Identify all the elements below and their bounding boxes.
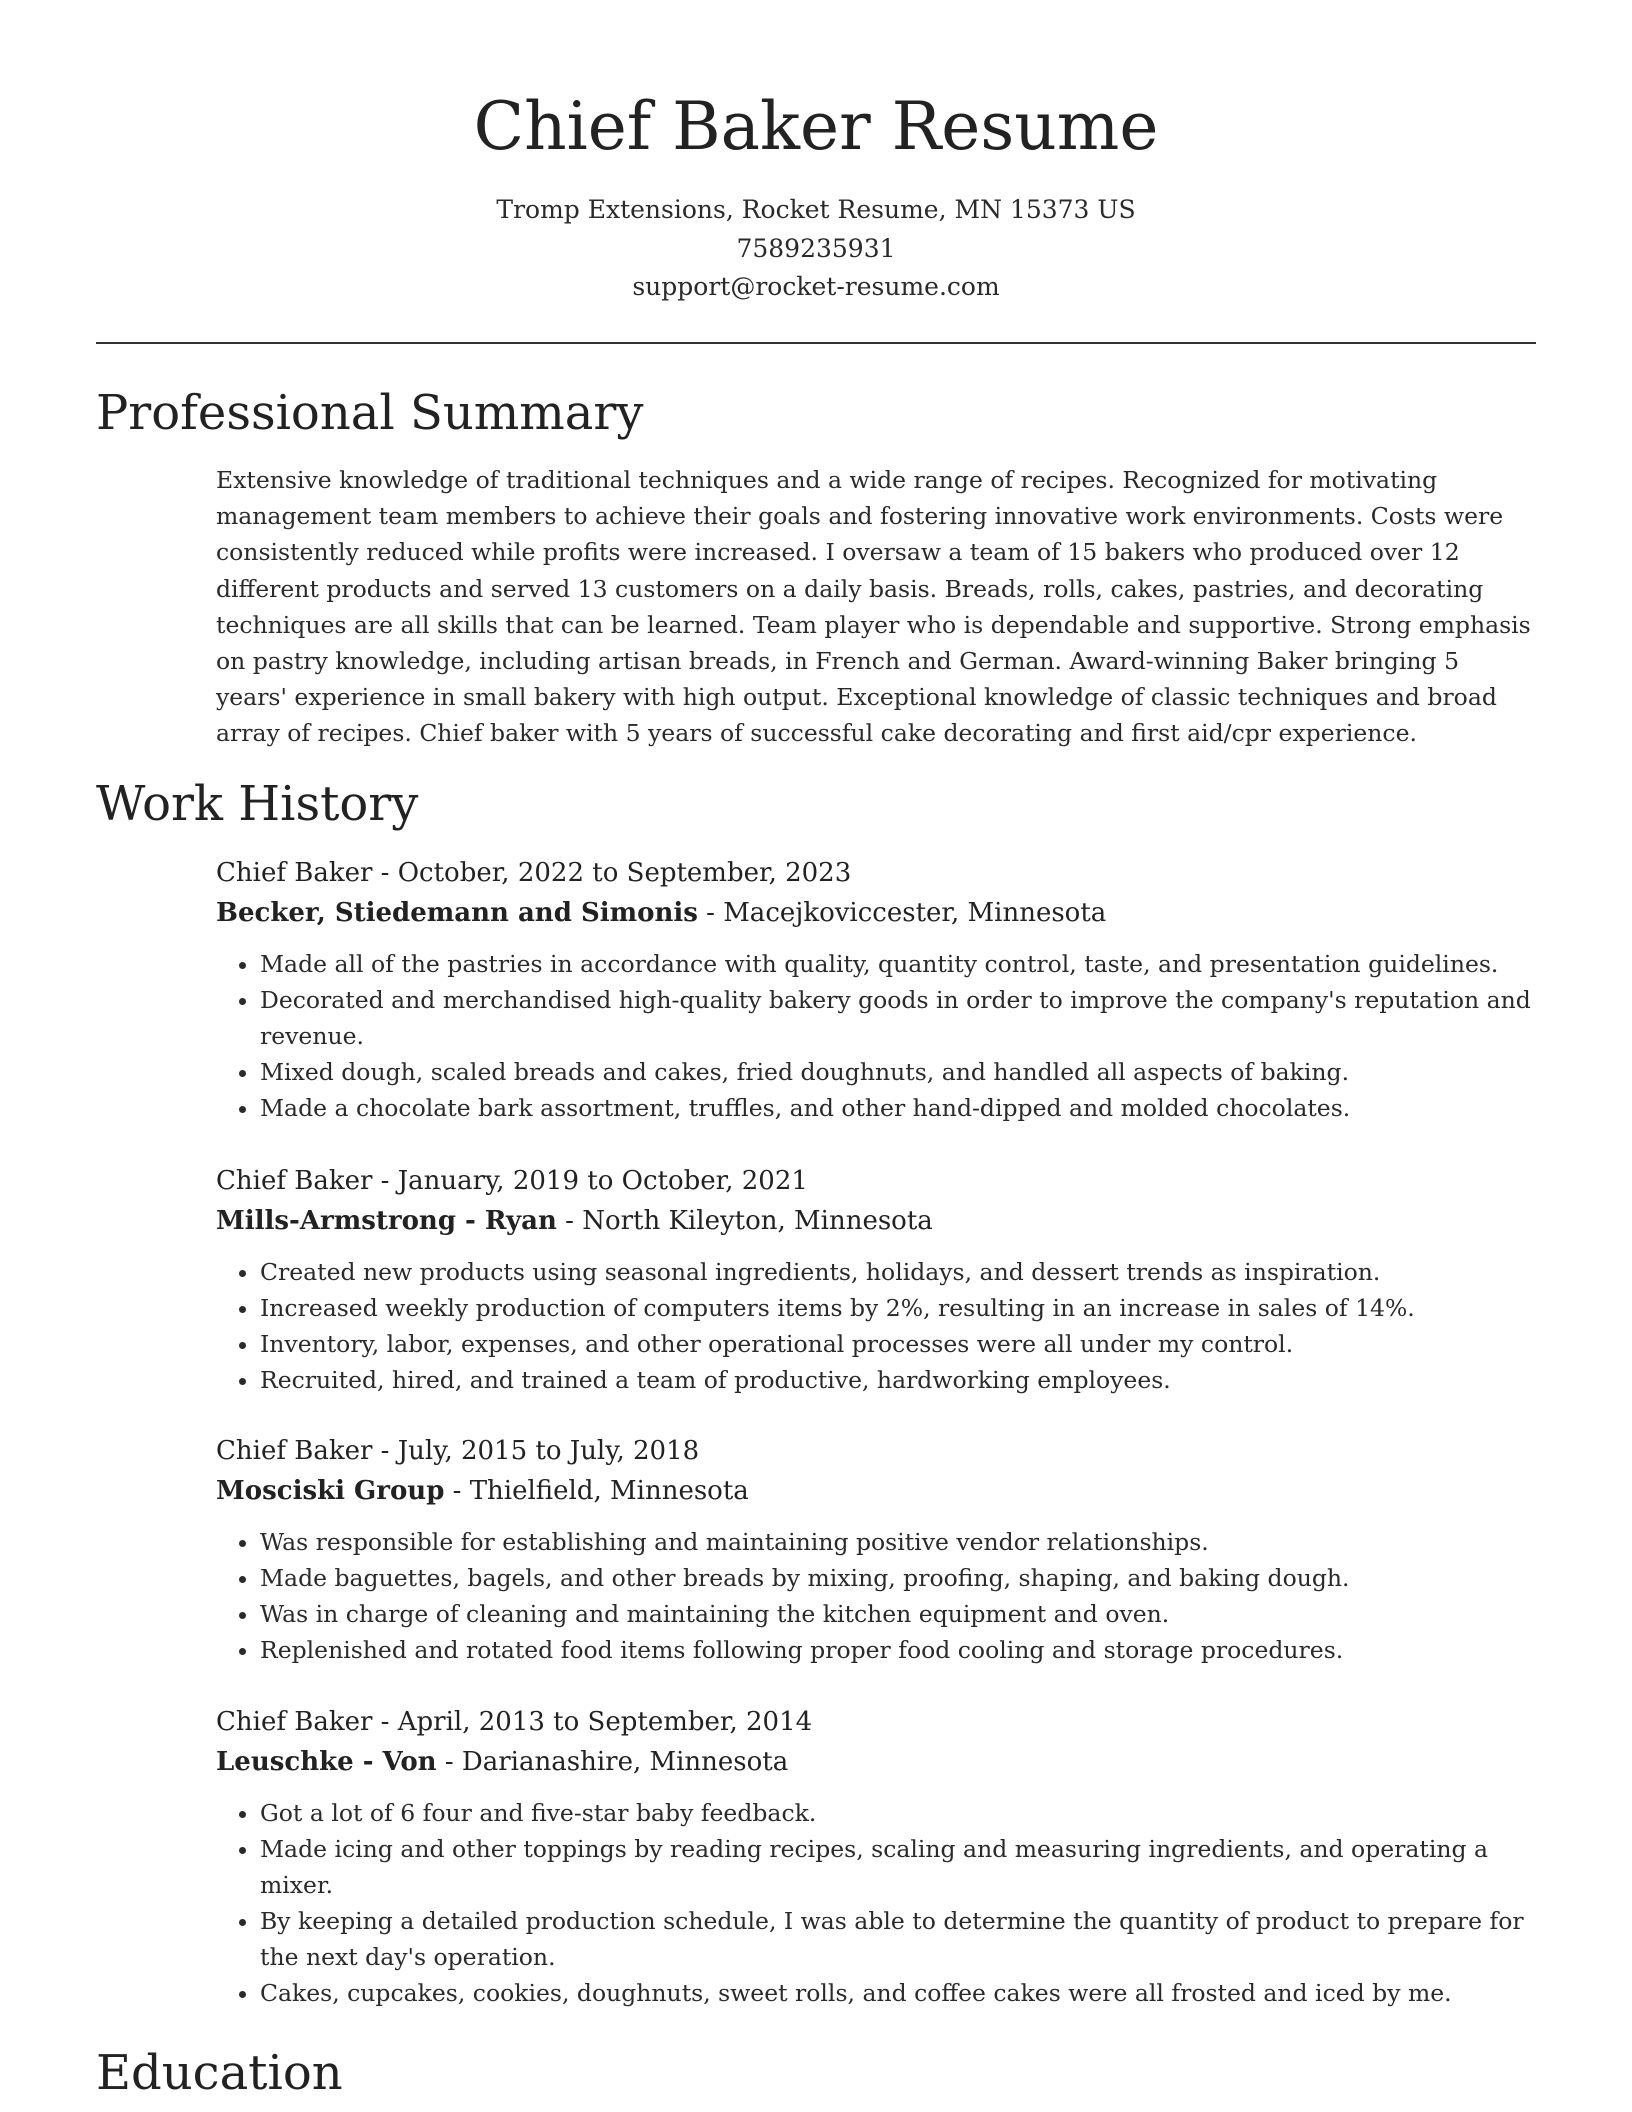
job-company (216, 1742, 1536, 1782)
job-entry (216, 1431, 1536, 1668)
company-name: Leuschke - Von (216, 1747, 437, 1777)
list-item: • Decorated and merchandised high-quality bakery goods in order to improve the company's reputation and revenue. (260, 982, 1536, 1054)
list-item: • Created new products using seasonal ingredients, holidays, and dessert trends as inspiration. (260, 1254, 1536, 1290)
summary-text: Extensive knowledge of traditional techniques and a wide range of recipes. Recognized for motivating management team members to achieve their goals and fostering innovative work environments. Costs were consistently reduced while profits were increased. I oversaw a team of 15 bakers who produced over 12 different products and served 13 customers on a daily basis. Breads, rolls, cakes, pastries, and decorating techniques are all skills that can be learned. Team player who is dependable and supportive. Strong emphasis on pastry knowledge, including artisan breads, in French and German. Award-winning Baker bringing 5 years' experience in small bakery with high output. Exceptional knowledge of classic techniques and broad array of recipes. Chief baker with 5 years of successful cake decorating and first aid/cpr experience. (216, 466, 1531, 748)
job-bullets (216, 946, 1536, 1126)
list-item: • Recruited, hired, and trained a team of productive, hardworking employees. (260, 1362, 1536, 1398)
list-item: • Made a chocolate bark assortment, truffles, and other hand-dipped and molded chocolates. (260, 1090, 1536, 1126)
contact-address: Tromp Extensions, Rocket Resume, MN 15373 US (496, 195, 1136, 224)
list-item: • Replenished and rotated food items following proper food cooling and storage procedures. (260, 1632, 1536, 1668)
education-heading: Education (96, 2045, 343, 2101)
job-entry (216, 1161, 1536, 1398)
job-location: - North Kileyton, Minnesota (556, 1206, 933, 1236)
job-entry (216, 853, 1536, 1126)
list-item: • By keeping a detailed production schedule, I was able to determine the quantity of product to prepare for the next day's operation. (260, 1903, 1536, 1975)
resume-title: Chief Baker Resume (473, 88, 1159, 165)
header-divider (96, 342, 1536, 344)
list-item: • Was in charge of cleaning and maintaining the kitchen equipment and oven. (260, 1596, 1536, 1632)
company-name: Mosciski Group (216, 1476, 445, 1506)
job-location: - Darianashire, Minnesota (436, 1747, 789, 1777)
job-location: - Macejkoviccester, Minnesota (697, 898, 1107, 928)
contact-email: support@rocket-resume.com (632, 272, 1000, 301)
list-item: • Increased weekly production of computers items by 2%, resulting in an increase in sales of 14%. (260, 1290, 1536, 1326)
job-title: Chief Baker - April, 2013 to September, 2014 (216, 1707, 813, 1737)
job-entry (216, 1702, 1536, 2011)
job-bullets (216, 1524, 1536, 1668)
list-item: • Mixed dough, scaled breads and cakes, fried doughnuts, and handled all aspects of baking. (260, 1054, 1536, 1090)
list-item: • Made all of the pastries in accordance with quality, quantity control, taste, and presentation guidelines. (260, 946, 1536, 982)
job-bullets (216, 1795, 1536, 2011)
list-item: • Made icing and other toppings by reading recipes, scaling and measuring ingredients, and operating a mixer. (260, 1831, 1536, 1903)
job-title: Chief Baker - January, 2019 to October, 2021 (216, 1166, 808, 1196)
list-item: • Got a lot of 6 four and five-star baby feedback. (260, 1795, 1536, 1831)
list-item: • Made baguettes, bagels, and other breads by mixing, proofing, shaping, and baking dough. (260, 1560, 1536, 1596)
job-company (216, 1201, 1536, 1241)
job-bullets (216, 1254, 1536, 1398)
summary-heading: Professional Summary (96, 385, 644, 441)
list-item: • Was responsible for establishing and maintaining positive vendor relationships. (260, 1524, 1536, 1560)
list-item: • Cakes, cupcakes, cookies, doughnuts, sweet rolls, and coffee cakes were all frosted and iced by me. (260, 1975, 1536, 2011)
company-name: Mills-Armstrong - Ryan (216, 1206, 557, 1236)
job-title: Chief Baker - July, 2015 to July, 2018 (216, 1436, 700, 1466)
work-history-heading: Work History (96, 776, 419, 832)
job-company (216, 893, 1536, 933)
list-item: • Inventory, labor, expenses, and other operational processes were all under my control. (260, 1326, 1536, 1362)
contact-phone: 7589235931 (736, 234, 896, 263)
job-company (216, 1471, 1536, 1511)
job-title: Chief Baker - October, 2022 to September, 2023 (216, 858, 852, 888)
job-location: - Thielfield, Minnesota (444, 1476, 749, 1506)
company-name: Becker, Stiedemann and Simonis (216, 898, 698, 928)
